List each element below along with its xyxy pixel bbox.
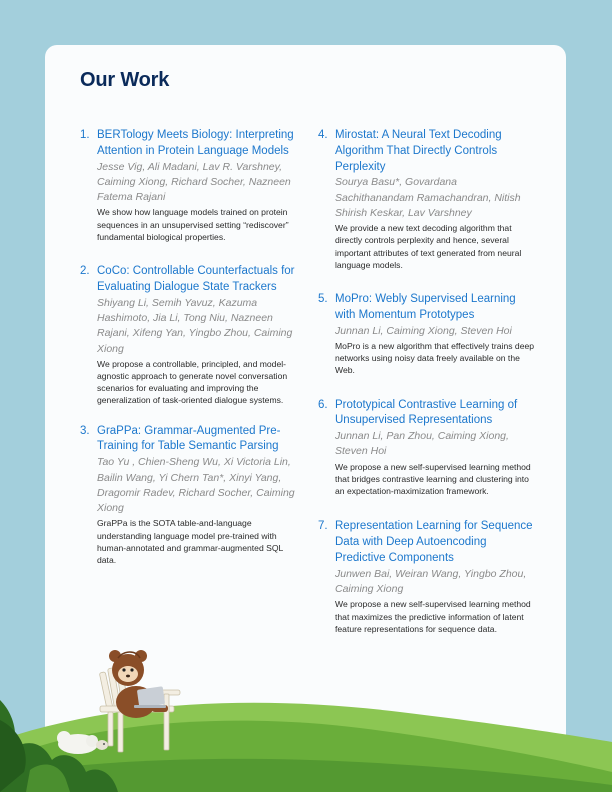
paper-description: We provide a new text decoding algorithm that directly controls perplexity and hence, several important attributes of text generated from neural language models. [335, 223, 522, 270]
papers-column-right [318, 128, 538, 635]
paper-description: We show how language models trained on protein sequences in an unsupervised setting “rediscover” fundamental biological properties. [97, 207, 289, 242]
paper-authors: Junnan Li, Caiming Xiong, Steven Hoi [335, 324, 512, 337]
paper-authors: Junwen Bai, Weiran Wang, Yingbo Zhou, Caiming Xiong [335, 567, 527, 596]
paper-title-link[interactable]: CoCo: Controllable Counterfactuals for Evaluating Dialogue State Trackers [97, 265, 295, 293]
paper-title-link[interactable]: Prototypical Contrastive Learning of Unsupervised Representations [335, 398, 518, 427]
paper-entry-3 [80, 424, 300, 567]
paper-entry-5 [318, 292, 538, 377]
paper-number: 1. [80, 129, 90, 141]
paper-authors: Junnan Li, Pan Zhou, Caiming Xiong, Steven Hoi [335, 430, 509, 458]
paper-description: MoPro is a new algorithm that effectively trains deep networks using noisy data freely available on the Web. [335, 340, 535, 376]
paper-title-link[interactable]: BERTology Meets Biology: Interpreting Attention in Protein Language Models [97, 129, 294, 157]
paper-authors: Shiyang Li, Semih Yavuz, Kazuma Hashimoto, Jia Li, Tong Niu, Nazneen Rajani, Xifeng Yan, Yingbo Zhou, Caiming Xiong [97, 296, 293, 355]
paper-authors: Tao Yu , Chien-Sheng Wu, Xi Victoria Lin, Bailin Wang, Yi Chern Tan*, Xinyi Yang, Dragomir Radev, Richard Socher, Caiming Xiong [97, 456, 295, 515]
paper-title-link[interactable]: GraPPa: Grammar-Augmented Pre-Training for Table Semantic Parsing [97, 424, 281, 453]
paper-title-link[interactable]: Mirostat: A Neural Text Decoding Algorithm That Directly Controls Perplexity [335, 129, 502, 173]
paper-number: 5. [318, 293, 328, 306]
paper-title-link[interactable]: MoPro: Webly Supervised Learning with Momentum Prototypes [335, 293, 516, 321]
paper-authors: Sourya Basu*, Govardana Sachithanandam Ramachandran, Nitish Shirish Keskar, Lav Varshney [335, 176, 521, 219]
paper-number: 3. [80, 424, 90, 437]
paper-number: 6. [318, 398, 328, 411]
paper-entry-6 [318, 398, 538, 498]
paper-entry-1 [80, 128, 300, 243]
paper-description: We propose a controllable, principled, and model-agnostic approach to generate novel conversation scenarios for evaluating and improving the generalization of task-oriented dialogue systems. [97, 358, 288, 406]
paper-title-link[interactable]: Representation Learning for Sequence Data with Deep Autoencoding Predictive Components [335, 520, 533, 564]
paper-authors: Jesse Vig, Ali Madani, Lav R. Varshney, Caiming Xiong, Richard Socher, Nazneen Fatema Rajani [97, 160, 291, 204]
paper-number: 7. [318, 520, 328, 533]
paper-entry-2 [80, 264, 300, 407]
paper-number: 2. [80, 265, 90, 278]
paper-description: GraPPa is the SOTA table-and-language understanding language model pre-trained with human-annotated and grammar-augmented SQL data. [97, 518, 283, 566]
papers-column-left [80, 128, 300, 566]
page-title: Our Work [80, 69, 170, 91]
paper-description: We propose a new self-supervised learning method that maximizes the predictive information of latent feature representations for sequence data. [335, 599, 531, 634]
paper-description: We propose a new self-supervised learning method that bridges contrastive learning and clustering into an expectation-maximization framework. [335, 461, 531, 497]
paper-entry-4 [318, 128, 538, 271]
paper-entry-7 [318, 519, 538, 635]
paper-number: 4. [318, 129, 328, 141]
